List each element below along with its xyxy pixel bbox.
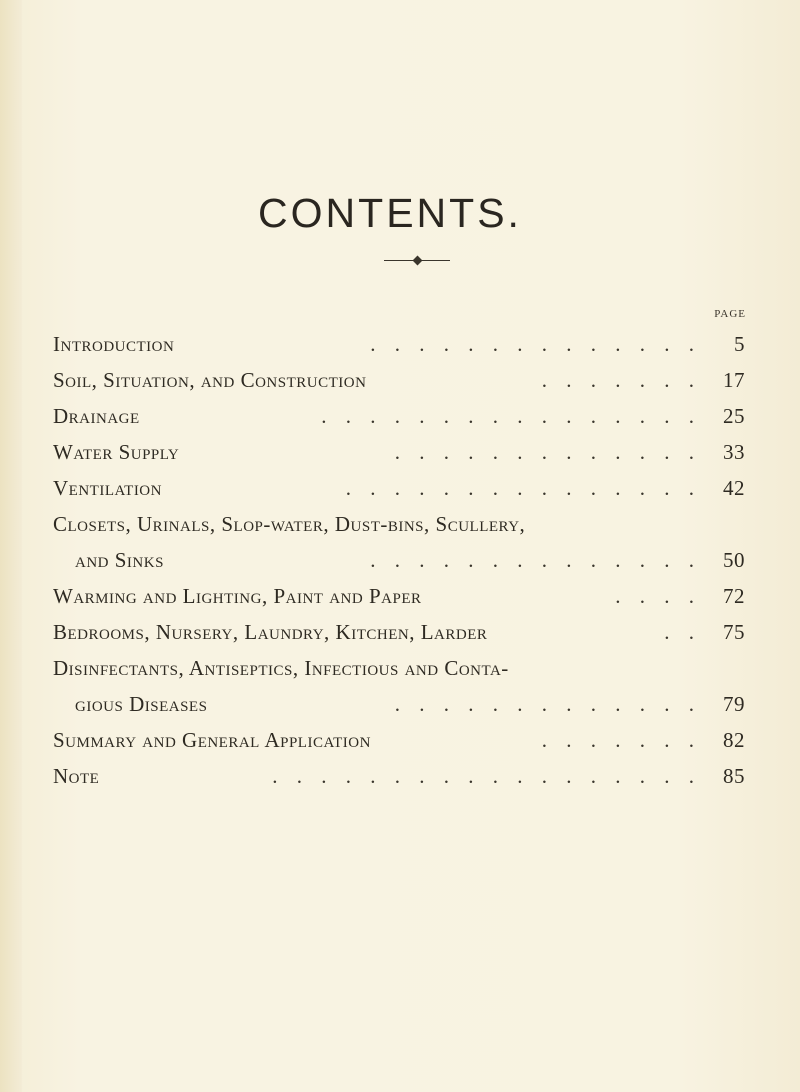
toc-page-number: 75 <box>723 620 745 644</box>
toc-page-number: 25 <box>723 404 745 428</box>
toc-leader-dots: . . . . . . . . . . . . . . <box>370 548 701 572</box>
toc-page-number: 79 <box>723 692 745 716</box>
toc-entry-label: Drainage <box>53 404 140 428</box>
toc-entry-label: Introduction <box>53 332 175 356</box>
toc-leader-dots: . . <box>664 620 701 644</box>
toc-page-number: 42 <box>723 476 745 500</box>
toc-page-number: 5 <box>734 332 745 356</box>
toc-entry-closets[interactable] <box>53 506 745 542</box>
toc-page-number: 50 <box>723 548 745 572</box>
toc-entry-closets-continued[interactable] <box>53 542 745 578</box>
toc-entry-drainage[interactable] <box>53 398 745 434</box>
page-title: CONTENTS. <box>258 190 522 236</box>
toc-entry-bedrooms[interactable] <box>53 614 745 650</box>
toc-entry-label: Warming and Lighting, Paint and Paper <box>53 584 422 608</box>
toc-leader-dots: . . . . . . . . . . . . . . . . . . <box>272 764 701 788</box>
toc-entry-label: and Sinks <box>75 548 164 572</box>
toc-leader-dots: . . . . . . . . . . . . . . . <box>345 476 701 500</box>
page-gutter <box>0 0 22 1092</box>
toc-page-number: 85 <box>723 764 745 788</box>
toc-page-number: 17 <box>723 368 745 392</box>
toc-leader-dots: . . . . . . . . . . . . . <box>394 692 701 716</box>
ornament-diamond <box>413 256 423 266</box>
page-column-header: PAGE <box>714 308 746 320</box>
toc-entry-label: Note <box>53 764 100 788</box>
toc-leader-dots: . . . . <box>615 584 701 608</box>
toc-entry-label: Ventilation <box>53 476 162 500</box>
title-ornament <box>384 257 450 265</box>
toc-entry-introduction[interactable] <box>53 326 745 362</box>
toc-entry-summary[interactable] <box>53 722 745 758</box>
toc-leader-dots: . . . . . . . . . . . . . <box>394 440 701 464</box>
toc-leader-dots: . . . . . . . <box>541 728 701 752</box>
toc-leader-dots: . . . . . . . <box>541 368 701 392</box>
toc-page-number: 82 <box>723 728 745 752</box>
toc-entry-note[interactable] <box>53 758 745 794</box>
toc-entry-label: gious Diseases <box>75 692 208 716</box>
toc-leader-dots: . . . . . . . . . . . . . . . . <box>321 404 701 428</box>
toc-entry-label: Disinfectants, Antiseptics, Infectious and Conta- <box>53 656 509 680</box>
toc-entry-label: Summary and General Application <box>53 728 371 752</box>
toc-entry-soil[interactable] <box>53 362 745 398</box>
toc-entry-label: Bedrooms, Nursery, Laundry, Kitchen, Larder <box>53 620 488 644</box>
toc-entry-water-supply[interactable] <box>53 434 745 470</box>
toc-entry-ventilation[interactable] <box>53 470 745 506</box>
toc-entry-label: Soil, Situation, and Construction <box>53 368 367 392</box>
toc-entry-warming[interactable] <box>53 578 745 614</box>
table-of-contents <box>53 326 745 794</box>
toc-entry-label: Closets, Urinals, Slop-water, Dust-bins, Scullery, <box>53 512 526 536</box>
toc-page-number: 72 <box>723 584 745 608</box>
toc-leader-dots: . . . . . . . . . . . . . . <box>370 332 701 356</box>
toc-entry-disinfectants[interactable] <box>53 650 745 686</box>
toc-entry-disinfectants-continued[interactable] <box>53 686 745 722</box>
toc-entry-label: Water Supply <box>53 440 180 464</box>
toc-page-number: 33 <box>723 440 745 464</box>
